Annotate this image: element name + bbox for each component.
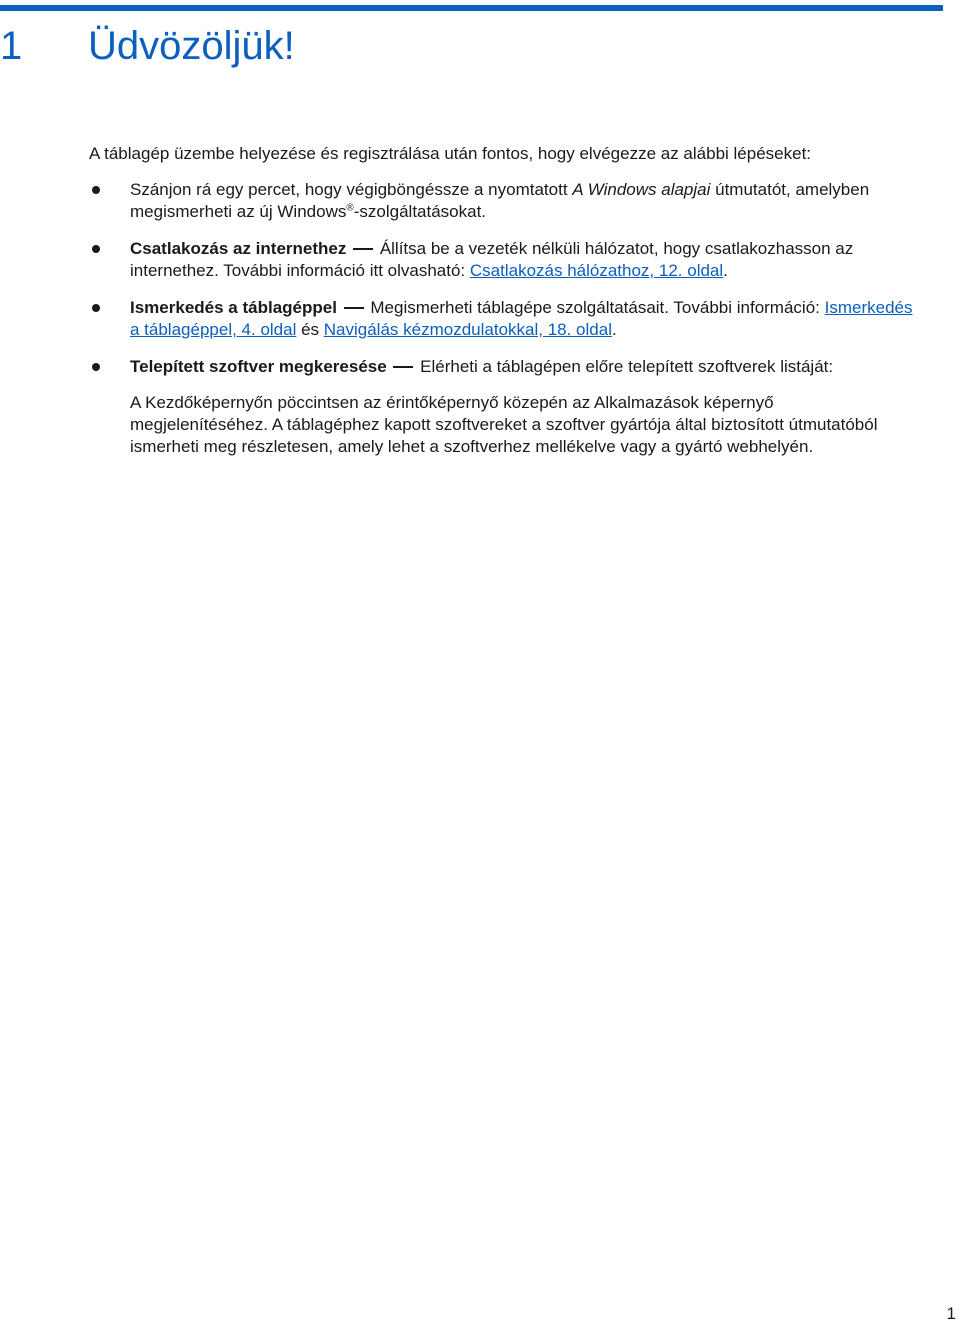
link-network-connection[interactable]: Csatlakozás hálózathoz, 12. oldal: [469, 261, 724, 280]
bullet-icon: [92, 245, 100, 253]
top-rule: [0, 5, 943, 11]
link-getting-to-know-tablet[interactable]: Ismerkedés: [824, 298, 913, 317]
bullet-2-line-2: internethez. További információ itt olvasható: Csatlakozás hálózathoz, 12. oldal.: [130, 261, 728, 280]
chapter-number: 1: [0, 24, 23, 68]
intro-paragraph: A táblagép üzembe helyezése és regisztrálása után fontos, hogy elvégezze az alábbi lépéseket:: [89, 144, 812, 163]
link-gesture-navigation[interactable]: Navigálás kézmozdulatokkal, 18. oldal: [323, 320, 612, 339]
list-item: [89, 238, 941, 282]
bullet-1-line-1: Szánjon rá egy percet, hogy végigböngéssze a nyomtatott A Windows alapjai útmutatót, amelyben: [130, 180, 870, 199]
chapter-title: [0, 22, 295, 70]
software-paragraph: A Kezdőképernyőn pöccintsen az érintőképernyő közepén az Alkalmazások képernyő megjelenítéséhez. A táblagéphez kapott szoftvereket a szoftver gyártója által biztosított útmutatóból ismerheti meg részletesen, amely lehet a szoftverhez mellékelve vagy a gyártó webhelyén.: [130, 393, 878, 456]
em-dash: [393, 366, 413, 368]
em-dash: [353, 248, 373, 250]
list-item: [89, 356, 941, 458]
bullet-icon: [92, 363, 100, 371]
list-item: [89, 179, 941, 223]
em-dash: [344, 307, 364, 309]
step-heading: Telepített szoftver megkeresése: [130, 357, 387, 376]
bullet-4-line-1: Telepített szoftver megkeresése Elérheti a táblagépen előre telepített szoftverek listáját:: [130, 357, 834, 376]
bullet-2-line-1: Csatlakozás az internethez Állítsa be a vezeték nélküli hálózatot, hogy csatlakozhasson az: [130, 239, 854, 258]
bullet-3-line-2: a táblagéppel, 4. oldal és Navigálás kézmozdulatokkal, 18. oldal.: [130, 320, 617, 339]
chapter-title-text: Üdvözöljük!: [88, 24, 295, 68]
step-heading: Ismerkedés a táblagéppel: [130, 298, 337, 317]
step-heading: Csatlakozás az internethez: [130, 239, 347, 258]
steps-list: [89, 179, 941, 458]
link-getting-to-know-tablet-cont[interactable]: a táblagéppel, 4. oldal: [130, 320, 297, 339]
page-number: 1: [946, 1304, 956, 1323]
registered-mark: ®: [346, 202, 354, 214]
book-title: A Windows alapjai: [572, 180, 711, 199]
bullet-icon: [92, 304, 100, 312]
bullet-1-line-2: megismerheti az új Windows®-szolgáltatásokat.: [130, 202, 487, 221]
bullet-3-line-1: Ismerkedés a táblagéppel Megismerheti táblagépe szolgáltatásait. További információ: Ismerkedés: [130, 298, 913, 317]
bullet-icon: [92, 186, 100, 194]
list-item: [89, 297, 941, 341]
chapter-body: [89, 143, 941, 473]
